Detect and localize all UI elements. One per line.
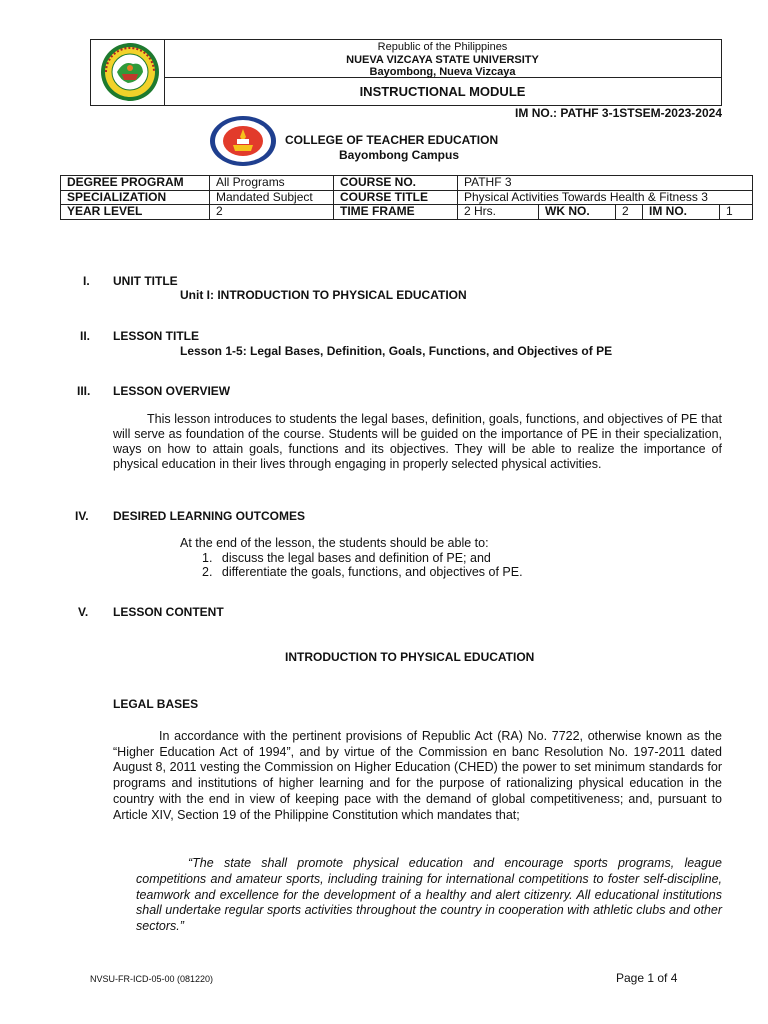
lesson-title: Lesson 1-5: Legal Bases, Definition, Goals, Functions, and Objectives of PE [180, 344, 613, 358]
constitution-quote: “The state shall promote physical education and encourage sports programs, league competitions and amateur sports, including training for international competitions to foster self-discipline, teamwork and excellence for the development of a healthy and alert citizenry. All educational institutions shall undertake regular sports activities throughout the country in cooperation with athletic clubs and other sectors.” [136, 856, 722, 934]
republic-text: Republic of the Philippines [377, 41, 508, 53]
degree-label: DEGREE PROGRAM [61, 176, 210, 191]
course-title-value: Physical Activities Towards Health & Fitness 3 [458, 190, 753, 205]
university-seal-icon [100, 42, 160, 102]
college-logo-icon [209, 115, 277, 167]
course-no-label: COURSE NO. [334, 176, 458, 191]
page-number: Page 1 of 4 [616, 971, 678, 985]
section-1-number: I. [83, 274, 90, 288]
document-header [90, 39, 722, 106]
list-item [202, 551, 491, 566]
time-frame-value: 2 Hrs. [458, 205, 539, 220]
form-code: NVSU-FR-ICD-05-00 (081220) [90, 974, 214, 984]
section-4-title: DESIRED LEARNING OUTCOMES [113, 509, 306, 523]
section-2-number: II. [80, 329, 91, 343]
list-item-text: discuss the legal bases and definition of PE; and [221, 551, 491, 565]
specialization-label: SPECIALIZATION [61, 190, 210, 205]
course-title-label: COURSE TITLE [334, 190, 458, 205]
degree-value: All Programs [210, 176, 334, 191]
wk-no-value: 2 [616, 205, 643, 220]
table-row [61, 176, 753, 191]
section-3-title: LESSON OVERVIEW [113, 384, 231, 398]
im-no-label: IM NO. [643, 205, 720, 220]
unit-title: Unit I: INTRODUCTION TO PHYSICAL EDUCATION [180, 288, 467, 302]
im-no-value: 1 [720, 205, 753, 220]
list-item-number: 2. [202, 565, 213, 579]
outcomes-intro: At the end of the lesson, the students should be able to: [180, 536, 489, 550]
list-item [202, 565, 523, 580]
legal-bases-paragraph: In accordance with the pertinent provisions of Republic Act (RA) No. 7722, otherwise known as the “Higher Education Act of 1994”, and by virtue of the Commission en banc Resolution No. 197-2011 dated August 8, 2011 vesting the Commission on Higher Education (CHED) the power to set minimum standards for programs and institutions of higher learning and for the purpose of rationalizing physical education in the country with the end in view of keeping pace with the demand of global competitiveness; and, pursuant to Article XIV, Section 19 of the Philippine Constitution which mandates that; [113, 729, 722, 822]
section-1-title: UNIT TITLE [113, 274, 178, 288]
college-campus: Bayombong Campus [339, 148, 460, 162]
course-no-value: PATHF 3 [458, 176, 753, 191]
section-5-number: V. [78, 605, 89, 619]
time-frame-label: TIME FRAME [334, 205, 458, 220]
year-level-value: 2 [210, 205, 334, 220]
university-location: Bayombong, Nueva Vizcaya [369, 66, 516, 78]
university-name: NUEVA VIZCAYA STATE UNIVERSITY [346, 53, 539, 66]
section-5-title: LESSON CONTENT [113, 605, 224, 619]
section-2-title: LESSON TITLE [113, 329, 200, 343]
header-institution [164, 40, 721, 78]
section-4-number: IV. [75, 509, 89, 523]
list-item-text: differentiate the goals, functions, and objectives of PE. [221, 565, 523, 579]
course-info-table [60, 175, 753, 220]
table-row [61, 190, 753, 205]
year-level-label: YEAR LEVEL [61, 205, 210, 220]
section-3-number: III. [77, 384, 91, 398]
specialization-value: Mandated Subject [210, 190, 334, 205]
content-heading: INTRODUCTION TO PHYSICAL EDUCATION [285, 650, 535, 664]
im-number: IM NO.: PATHF 3-1STSEM-2023-2024 [515, 106, 722, 120]
table-row [61, 205, 753, 220]
module-title: INSTRUCTIONAL MODULE [359, 84, 526, 99]
seal-cell [91, 40, 165, 105]
college-name: COLLEGE OF TEACHER EDUCATION [285, 133, 499, 147]
wk-no-label: WK NO. [539, 205, 616, 220]
legal-bases-heading: LEGAL BASES [113, 697, 199, 711]
lesson-overview-paragraph: This lesson introduces to students the legal bases, definition, goals, functions, and objectives of PE that will serve as foundation of the course. Students will be guided on the importance of PE in their specialization, ways on how to attain goals, functions and its objectives. They will be able to realize the importance of physical education in their lives through engaging in properly selected physical activities. [113, 412, 722, 471]
list-item-number: 1. [202, 551, 213, 565]
college-heading [285, 133, 498, 163]
